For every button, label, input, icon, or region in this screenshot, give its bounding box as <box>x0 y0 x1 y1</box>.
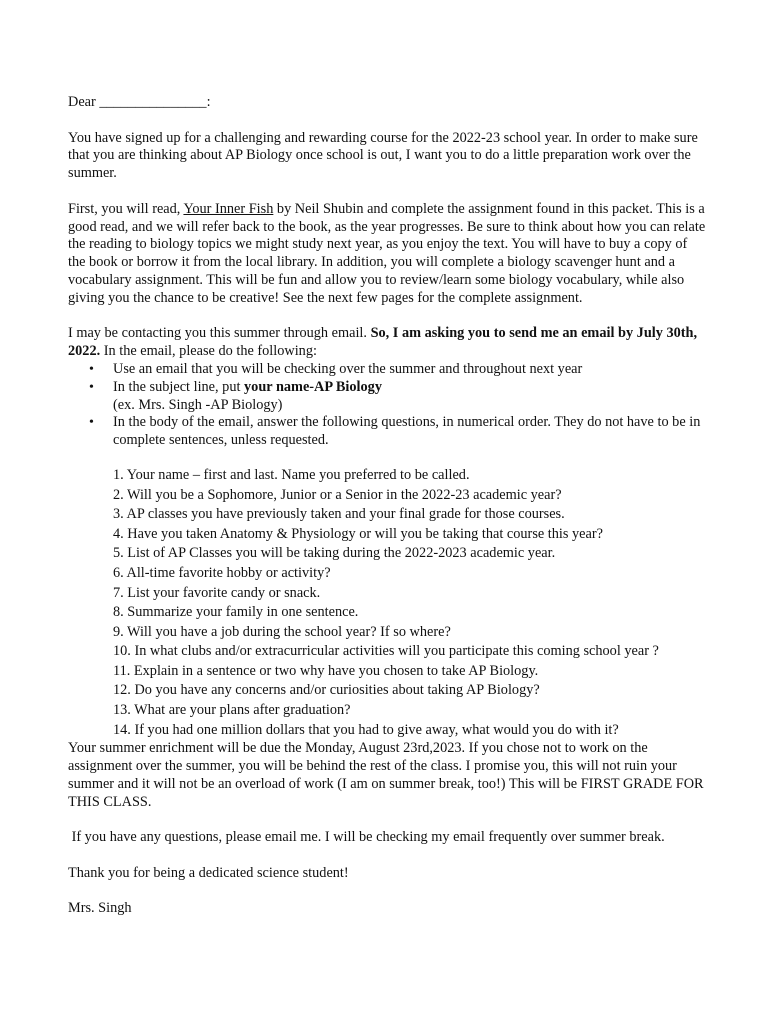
list-item <box>68 361 708 379</box>
thanks-line: Thank you for being a dedicated science student! <box>68 864 349 881</box>
signature: Mrs. Singh <box>68 900 132 917</box>
email-rest: In the email, please do the following: <box>100 343 317 360</box>
bullet-text: In the body of the email, answer the following questions, in numerical order. They do not have to be in complete sentences, unless requested. <box>113 414 701 449</box>
question-item: 6. All-time favorite hobby or activity? <box>113 564 331 581</box>
due-date-paragraph: Your summer enrichment will be due the Monday, August 23rd,2023. If you chose not to work on the assignment over the summer, you will be behind the rest of the class. I promise you, this will not ruin your summer and it will not be an overload of work (I am on summer break, too!) This will be FIRST GRADE FOR THIS CLASS. <box>68 740 704 810</box>
email-lead: I may be contacting you this summer through email. <box>68 325 371 342</box>
subject-example: (ex. Mrs. Singh -AP Biology) <box>113 396 283 413</box>
list-item <box>68 379 708 397</box>
reading-rest: by Neil Shubin and complete the assignment found in this packet. This is a good read, and we will refer back to the book, as the year progresses. Be sure to think about how you can relate the reading to biology topics we might study next year, as you enjoy the text. You will have to buy a copy of the book or borrow it from the local library. In addition, you will complete a biology scavenger hunt and a vocabulary assignment. This will be fun and allow you to review/learn some biology vocabulary, while also giving you the chance to be creative! See the next few pages for the complete assignment. <box>68 200 706 306</box>
subject-line-format: your name-AP Biology <box>244 378 382 395</box>
bullet-text: Use an email that you will be checking over the summer and throughout next year <box>113 360 583 377</box>
list-item <box>68 414 708 450</box>
list-item-example <box>68 397 708 415</box>
question-item: 11. Explain in a sentence or two why have you chosen to take AP Biology. <box>113 662 539 679</box>
question-item: 3. AP classes you have previously taken and your final grade for those courses. <box>113 506 565 523</box>
question-item: 7. List your favorite candy or snack. <box>113 584 321 601</box>
bullet-icon: • <box>89 415 94 431</box>
question-item: 5. List of AP Classes you will be taking during the 2022-2023 academic year. <box>113 545 556 562</box>
reading-lead: First, you will read, <box>68 200 184 217</box>
email-deadline: So, I am asking you to send me an email by July 30th, 2022. <box>68 325 698 360</box>
question-item: 8. Summarize your family in one sentence. <box>113 604 359 621</box>
reading-paragraph <box>68 201 708 308</box>
greeting: Dear _______________: <box>68 94 211 110</box>
question-item: 12. Do you have any concerns and/or curiosities about taking AP Biology? <box>113 682 540 699</box>
email-paragraph <box>68 325 708 361</box>
instruction-list <box>68 361 708 450</box>
intro-paragraph: You have signed up for a challenging and rewarding course for the 2022-23 school year. In order to make sure that you are thinking about AP Biology once school is out, I want you to do a little preparation work over the summer. <box>68 129 698 182</box>
bullet-icon: • <box>89 361 94 377</box>
question-item: 4. Have you taken Anatomy & Physiology or will you be taking that course this year? <box>113 525 603 542</box>
question-item: 13. What are your plans after graduation? <box>113 702 351 719</box>
question-item: 9. Will you have a job during the school year? If so where? <box>113 623 451 640</box>
question-item: 10. In what clubs and/or extracurricular activities will you participate this coming school year ? <box>113 643 659 660</box>
question-item: 2. Will you be a Sophomore, Junior or a Senior in the 2022-23 academic year? <box>113 486 562 503</box>
bullet-icon: • <box>89 379 94 395</box>
question-item: 1. Your name – first and last. Name you preferred to be called. <box>113 466 470 483</box>
letter-page <box>68 94 708 918</box>
question-list <box>68 466 708 740</box>
question-item: 14. If you had one million dollars that you had to give away, what would you do with it? <box>113 721 619 738</box>
questions-note: If you have any questions, please email me. I will be checking my email frequently over summer break. <box>68 829 665 846</box>
book-title: Your Inner Fish <box>183 200 274 217</box>
bullet-text: In the subject line, put <box>113 378 245 395</box>
